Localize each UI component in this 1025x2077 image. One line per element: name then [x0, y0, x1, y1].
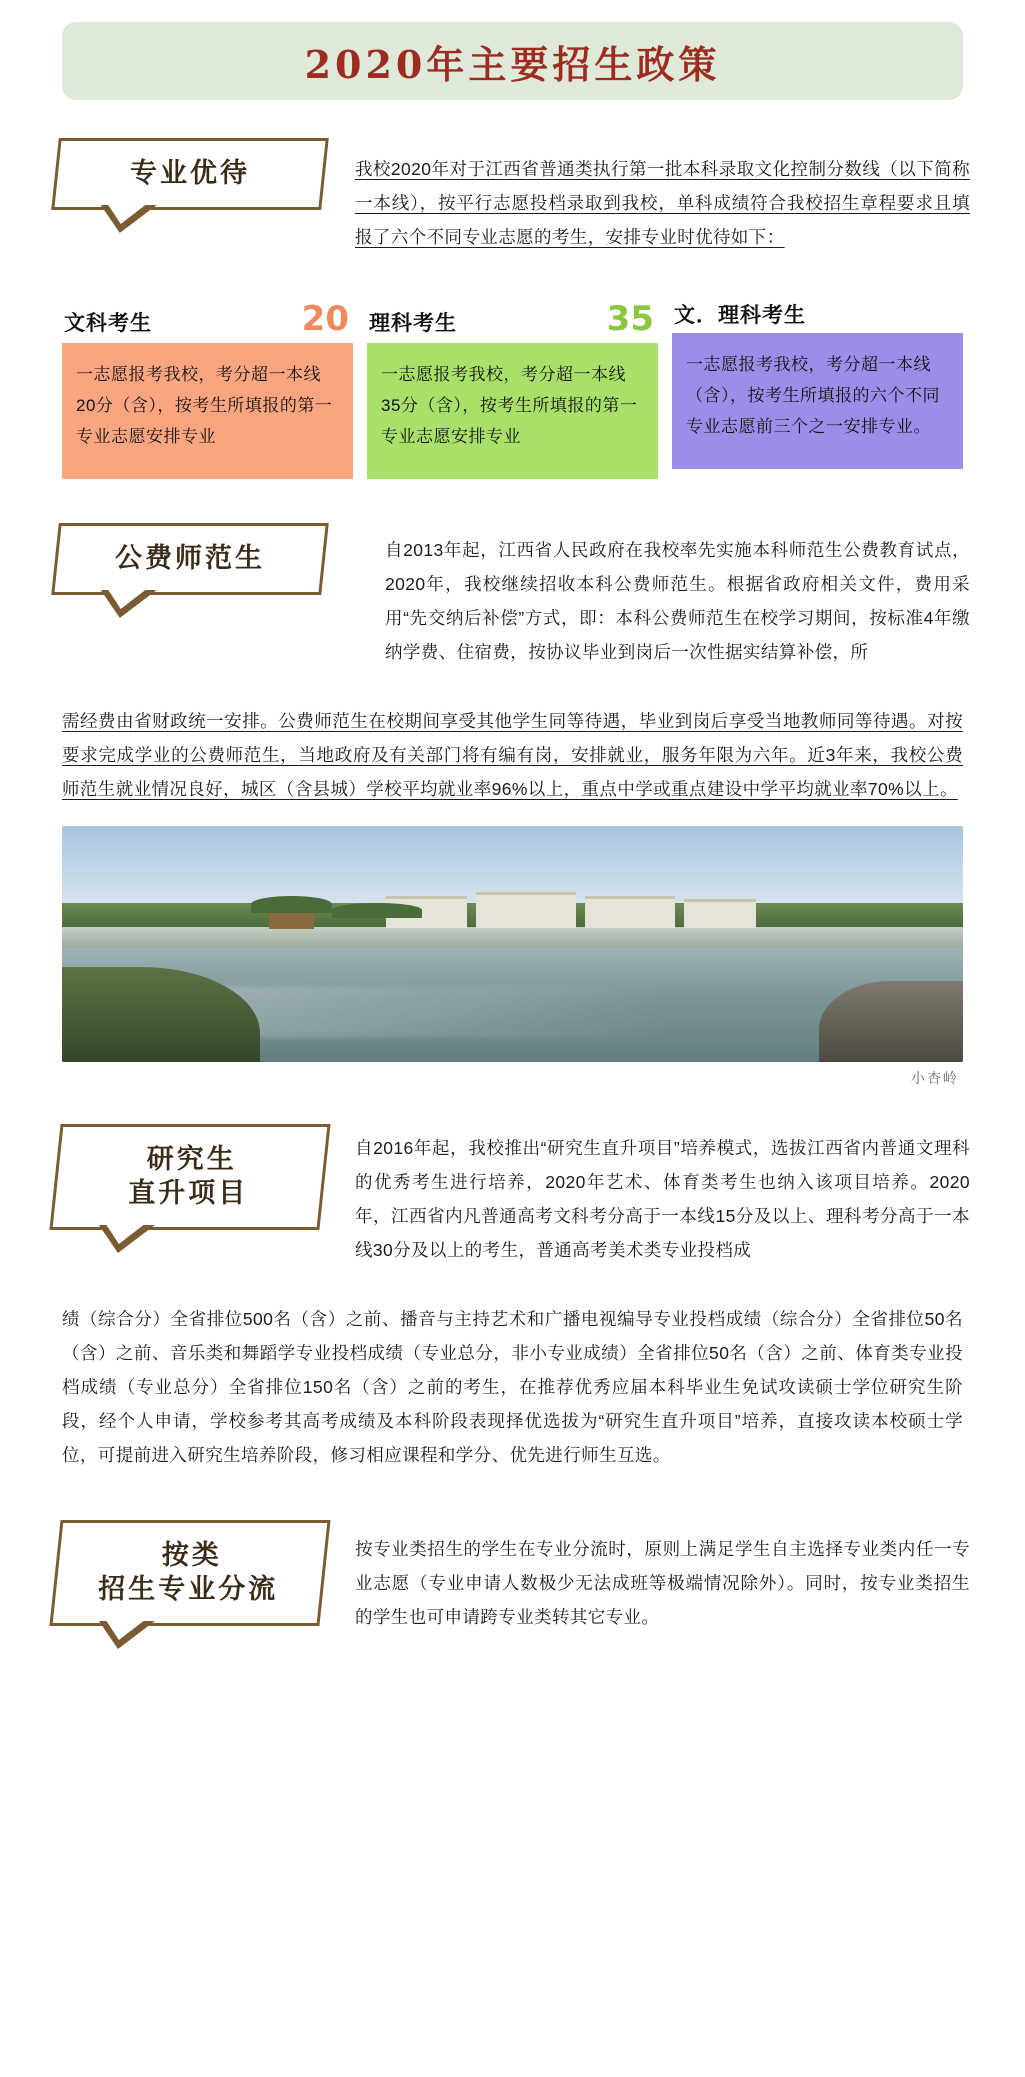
score-card-both [672, 299, 963, 479]
section-major-preference [55, 130, 970, 271]
photo-pavilion-roof [332, 903, 422, 917]
photo-building [476, 892, 575, 928]
score-card-body: 一志愿报考我校，考分超一本线35分（含），按考生所填报的第一专业志愿安排专业 [367, 343, 658, 479]
score-card-number: 20 [301, 299, 349, 339]
document-page [0, 22, 1025, 1691]
section2-rest-wrap [62, 704, 963, 806]
section3-tag-label-line1: 研究生 [146, 1143, 237, 1175]
section2-text-column [385, 513, 970, 686]
campus-photo [62, 826, 963, 1062]
section-public-funded-teacher [55, 513, 970, 686]
speech-tail-icon [96, 1224, 155, 1252]
section3-paragraph-top: 自2016年起，我校推出“研究生直升项目”培养模式，选拔江西省内普通文理科的优秀考生进行培养，2020年艺术、体育类考生也纳入该项目培养。2020年，江西省内凡普通高考文科考分高于一本线15分及以上、理科考分高于一本线30分及以上的考生，普通高考美术类专业投档成 [355, 1138, 970, 1260]
photo-pavilion [269, 913, 314, 930]
section3-bubble [49, 1124, 330, 1230]
section3-bubble-wrap [55, 1124, 325, 1230]
section4-tag-label-line2: 招生专业分流 [98, 1573, 279, 1605]
photo-caption: 小杏岭 [911, 1069, 959, 1086]
score-card-liberal-arts [62, 299, 353, 479]
section4-bubble-wrap [55, 1520, 325, 1626]
score-card-header [62, 299, 353, 343]
section3-tag-label-line2: 直升项目 [128, 1177, 249, 1209]
score-card-header [367, 299, 658, 343]
section1-bubble-wrap [55, 138, 325, 210]
section-major-category-split [55, 1506, 970, 1651]
photo-pavilion-roof [251, 896, 332, 913]
score-card-science [367, 299, 658, 479]
score-card-body: 一志愿报考我校，考分超一本线20分（含），按考生所填报的第一专业志愿安排专业 [62, 343, 353, 479]
score-card-body: 一志愿报考我校，考分超一本线（含），按考生所填报的六个不同专业志愿前三个之一安排专业。 [672, 333, 963, 469]
section1-tag-label: 专业优待 [130, 158, 250, 189]
photo-building [585, 896, 675, 927]
photo-building [684, 899, 756, 928]
speech-tail-icon [98, 590, 157, 618]
score-card-header [672, 299, 963, 333]
score-cards-row [62, 299, 963, 479]
page-title: 2020年主要招生政策 [304, 41, 721, 87]
section3-rest-wrap [62, 1302, 963, 1472]
section2-paragraph-top: 自2013年起，江西省人民政府在我校率先实施本科师范生公费教育试点，2020年，我校继续招收本科公费师范生。根据省政府相关文件，费用采用“先交纳后补偿”方式，即：本科公费师范生在校学习期间，按标准4年缴纳学费、住宿费，按协议毕业到岗后一次性据实结算补偿，所 [385, 539, 970, 662]
section4-tag-label-line1: 按类 [161, 1540, 222, 1571]
photo-right-rocks [819, 981, 963, 1061]
section2-bubble [51, 523, 329, 595]
score-card-number: 35 [606, 299, 654, 339]
section2-bubble-wrap [55, 523, 325, 595]
section4-tag-column [55, 1506, 355, 1626]
section2-tag-label: 公费师范生 [115, 543, 265, 574]
speech-tail-icon [98, 205, 157, 233]
section1-bubble [51, 138, 329, 210]
section1-tag-column [55, 130, 355, 210]
section4-text-column [355, 1506, 970, 1651]
campus-photo-wrap [62, 826, 963, 1088]
section3-text-column [355, 1110, 970, 1285]
section2-paragraph-rest: 需经费由省财政统一安排。公费师范生在校期间享受其他学生同等待遇，毕业到岗后享受当地教师同等待遇。对按要求完成学业的公费师范生，当地政府及有关部门将有编有岗，安排就业，服务年限为六年。近3年来，我校公费师范生就业情况良好，城区（含县城）学校平均就业率96%以上，重点中学或重点建设中学平均就业率70%以上。 [62, 710, 963, 799]
score-card-label: 理科考生 [369, 310, 457, 335]
section2-tag-column [55, 513, 385, 595]
section3-tag-column [55, 1110, 355, 1230]
section-graduate-direct-program [55, 1110, 970, 1285]
score-card-label: 文科考生 [64, 310, 152, 335]
section1-paragraph: 我校2020年对于江西省普通类执行第一批本科录取文化控制分数线（以下简称一本线），按平行志愿投档录取到我校，单科成绩符合我校招生章程要求且填报了六个不同专业志愿的考生，安排专业时优待如下： [355, 158, 970, 247]
section1-text-column [355, 130, 970, 271]
section4-paragraph: 按专业类招生的学生在专业分流时，原则上满足学生自主选择专业类内任一专业志愿（专业申请人数极少无法成班等极端情况除外）。同时，按专业类招生的学生也可申请跨专业类转其它专业。 [355, 1538, 970, 1627]
page-header-banner [62, 22, 963, 100]
score-card-label: 文．理科考生 [674, 302, 806, 327]
speech-tail-icon [96, 1621, 155, 1649]
section4-bubble [49, 1520, 330, 1626]
section3-paragraph-rest: 绩（综合分）全省排位500名（含）之前、播音与主持艺术和广播电视编导专业投档成绩（综合分）全省排位50名（含）之前、音乐类和舞蹈学专业投档成绩（专业总分，非小专业成绩）全省排位50名（含）之前、体育类专业投档成绩（专业总分）全省排位150名（含）之前的考生，在推荐优秀应届本科毕业生免试攻读硕士学位研究生阶段，经个人申请，学校参考其高考成绩及本科阶段表现择优选拔为“研究生直升项目”培养，直接攻读本校硕士学位，可提前进入研究生培养阶段，修习相应课程和学分、优先进行师生互选。 [62, 1309, 963, 1465]
